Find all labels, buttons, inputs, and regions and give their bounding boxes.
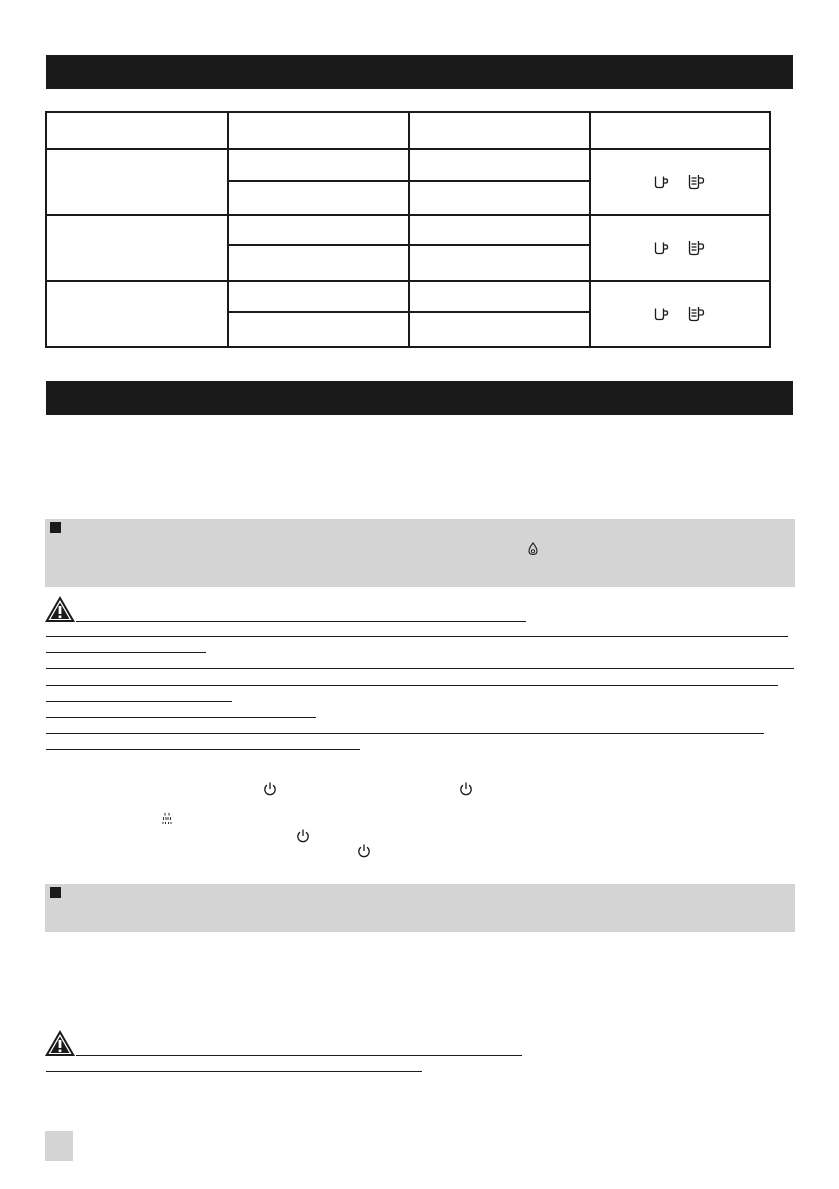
warning-text-line <box>76 1055 522 1056</box>
power-icon <box>459 781 473 802</box>
warning-text-line <box>46 733 764 734</box>
table-row <box>591 282 769 346</box>
note-panel-2 <box>45 884 795 932</box>
steam-icon <box>161 812 173 831</box>
warning-triangle-icon <box>44 595 76 628</box>
table-subrow-divider <box>227 244 589 246</box>
table-row <box>591 216 769 280</box>
warning-text-line <box>46 652 206 653</box>
power-icon <box>263 781 277 802</box>
table-subrow-divider <box>227 311 589 313</box>
warning-text-line <box>46 668 794 669</box>
warning-text-line <box>46 636 788 637</box>
cup-icon <box>654 175 670 189</box>
warning-triangle-icon <box>44 1029 76 1062</box>
power-icon <box>357 843 371 864</box>
page-number-box <box>45 1131 73 1161</box>
cup-icon <box>654 307 670 321</box>
section-header-bar-1 <box>46 55 793 89</box>
table-row <box>591 150 769 214</box>
square-bullet-icon <box>50 887 61 898</box>
warning-text-line <box>46 701 232 702</box>
table-subrow-divider <box>227 180 589 182</box>
tall-cup-icon <box>688 306 706 322</box>
tall-cup-icon <box>688 174 706 190</box>
power-icon <box>296 828 310 849</box>
note-panel-1 <box>45 519 795 587</box>
warning-text-line <box>46 1071 422 1072</box>
water-drop-icon <box>527 542 539 561</box>
warning-text-line <box>46 749 360 750</box>
warning-text-line <box>46 717 316 718</box>
warning-text-line <box>46 685 778 686</box>
warning-text-line <box>76 621 526 622</box>
section-header-bar-2 <box>46 381 793 415</box>
tall-cup-icon <box>688 240 706 256</box>
cup-icon <box>654 241 670 255</box>
square-bullet-icon <box>50 522 61 533</box>
specification-table <box>45 111 771 348</box>
